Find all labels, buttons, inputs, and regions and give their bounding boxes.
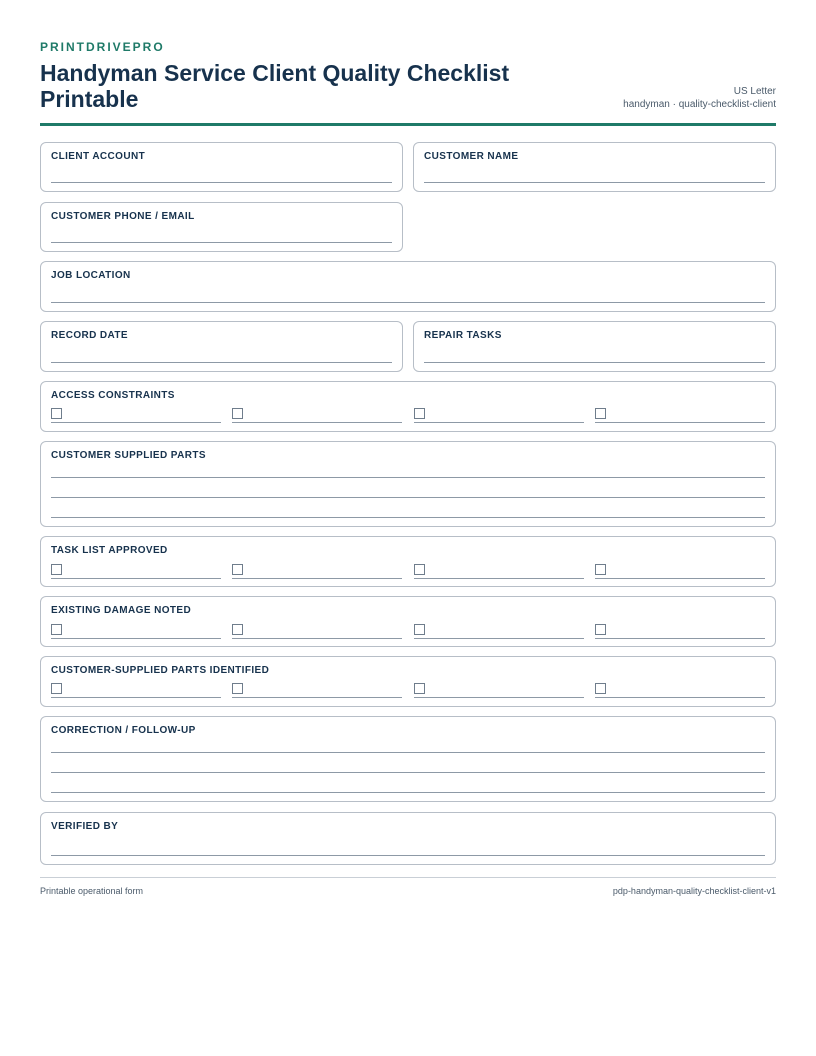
field-label: JOB LOCATION [51, 270, 131, 281]
checkbox[interactable] [51, 564, 62, 575]
field-label: TASK LIST APPROVED [51, 545, 168, 556]
record-date-field[interactable] [40, 321, 403, 372]
checkbox[interactable] [51, 624, 62, 635]
write-line[interactable] [424, 182, 765, 183]
checkbox-item[interactable] [595, 683, 765, 698]
checkbox[interactable] [51, 683, 62, 694]
checkbox[interactable] [232, 683, 243, 694]
field-label: EXISTING DAMAGE NOTED [51, 605, 192, 616]
field-label: ACCESS CONSTRAINTS [51, 390, 175, 401]
field-label: CLIENT ACCOUNT [51, 151, 146, 162]
checkbox[interactable] [414, 683, 425, 694]
checkbox-item[interactable] [232, 624, 402, 639]
task-list-approved-field [40, 536, 776, 587]
write-line[interactable] [51, 752, 765, 753]
write-line[interactable] [51, 497, 765, 498]
customer-name-field[interactable] [413, 142, 776, 192]
write-line[interactable] [51, 792, 765, 793]
checkbox-row [51, 624, 765, 638]
job-location-field[interactable] [40, 261, 776, 312]
checkbox-item[interactable] [414, 624, 584, 639]
write-line[interactable] [51, 855, 765, 856]
checkbox-item[interactable] [51, 408, 221, 423]
field-label: RECORD DATE [51, 330, 128, 341]
repair-tasks-field[interactable] [413, 321, 776, 372]
checkbox[interactable] [595, 408, 606, 419]
checkbox-item[interactable] [51, 564, 221, 579]
access-constraints-field [40, 381, 776, 432]
verified-by-field[interactable] [40, 812, 776, 865]
checkbox[interactable] [595, 624, 606, 635]
form-meta [623, 85, 776, 111]
checkbox-item[interactable] [51, 683, 221, 698]
checkbox-item[interactable] [232, 564, 402, 579]
write-line[interactable] [424, 362, 765, 363]
checkbox-item[interactable] [414, 564, 584, 579]
form-header [40, 55, 776, 126]
write-line[interactable] [51, 302, 765, 303]
form-page [40, 40, 776, 126]
field-label: CUSTOMER PHONE / EMAIL [51, 211, 195, 222]
checkbox-item[interactable] [414, 683, 584, 698]
field-label: CORRECTION / FOLLOW-UP [51, 725, 196, 736]
checkbox-row [51, 408, 765, 422]
write-line[interactable] [51, 477, 765, 478]
checkbox[interactable] [595, 564, 606, 575]
checkbox[interactable] [51, 408, 62, 419]
write-line[interactable] [51, 242, 392, 243]
checkbox-item[interactable] [232, 408, 402, 423]
checkbox[interactable] [414, 624, 425, 635]
checkbox-row [51, 683, 765, 697]
correction-follow-up-field[interactable] [40, 716, 776, 802]
checkbox[interactable] [232, 564, 243, 575]
page-title: Handyman Service Client Quality Checklist Printable [40, 60, 510, 112]
checkbox[interactable] [414, 408, 425, 419]
customer-supplied-parts-field[interactable] [40, 441, 776, 527]
checkbox-row [51, 564, 765, 578]
write-line[interactable] [51, 362, 392, 363]
brand-name: PRINTDRIVEPRO [40, 40, 165, 54]
field-label: CUSTOMER NAME [424, 151, 519, 162]
checkbox[interactable] [232, 408, 243, 419]
customer-contact-field[interactable] [40, 202, 403, 252]
field-label: CUSTOMER SUPPLIED PARTS [51, 450, 206, 461]
checkbox[interactable] [232, 624, 243, 635]
checkbox-item[interactable] [595, 624, 765, 639]
field-label: CUSTOMER-SUPPLIED PARTS IDENTIFIED [51, 665, 270, 676]
existing-damage-noted-field [40, 596, 776, 647]
paper-size: US Letter [733, 86, 776, 97]
checkbox-item[interactable] [595, 408, 765, 423]
checkbox-item[interactable] [595, 564, 765, 579]
checkbox-item[interactable] [414, 408, 584, 423]
write-line[interactable] [51, 772, 765, 773]
checkbox-item[interactable] [232, 683, 402, 698]
checkbox-item[interactable] [51, 624, 221, 639]
write-line[interactable] [51, 182, 392, 183]
footer-divider [40, 877, 776, 878]
form-tags: handyman · quality-checklist-client [623, 99, 776, 110]
field-label: VERIFIED BY [51, 821, 119, 832]
client-account-field[interactable] [40, 142, 403, 192]
field-label: REPAIR TASKS [424, 330, 502, 341]
checkbox[interactable] [414, 564, 425, 575]
form-id: pdp-handyman-quality-checklist-client-v1 [612, 886, 776, 896]
footer-left-text: Printable operational form [40, 886, 144, 896]
write-line[interactable] [51, 517, 765, 518]
checkbox[interactable] [595, 683, 606, 694]
parts-identified-field [40, 656, 776, 707]
